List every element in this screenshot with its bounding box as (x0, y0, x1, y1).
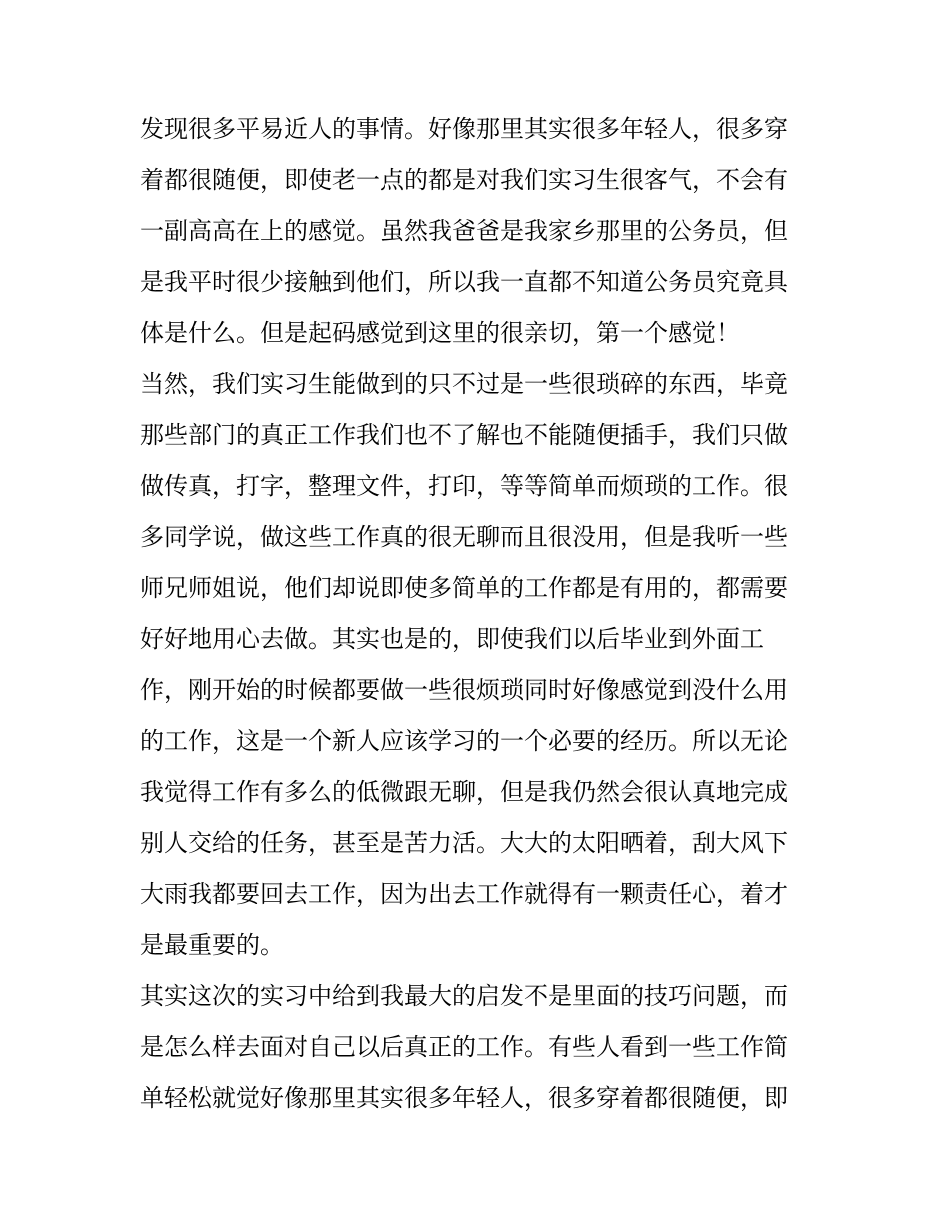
text-line: 当然，我们实习生能做到的只不过是一些很琐碎的东西，毕竟 (140, 370, 788, 398)
text-line: 是最重要的。 (140, 931, 284, 959)
text-line: 的工作，这是一个新人应该学习的一个必要的经历。所以无论 (140, 727, 788, 755)
text-line: 其实这次的实习中给到我最大的启发不是里面的技巧问题，而 (140, 982, 788, 1010)
text-line: 好好地用心去做。其实也是的，即使我们以后毕业到外面工 (140, 625, 764, 653)
text-line: 那些部门的真正工作我们也不了解也不能随便插手，我们只做 (140, 421, 788, 449)
body-text (140, 104, 820, 1124)
text-line: 作，刚开始的时候都要做一些很烦琐同时好像感觉到没什么用 (140, 676, 788, 704)
text-line: 我觉得工作有多么的低微跟无聊，但是我仍然会很认真地完成 (140, 778, 788, 806)
text-line: 一副高高在上的感觉。虽然我爸爸是我家乡那里的公务员，但 (140, 217, 788, 245)
text-line: 做传真，打字，整理文件，打印，等等简单而烦琐的工作。很 (140, 472, 788, 500)
text-line: 着都很随便，即使老一点的都是对我们实习生很客气，不会有 (140, 166, 788, 194)
text-line: 是我平时很少接触到他们，所以我一直都不知道公务员究竟具 (140, 268, 788, 296)
text-line: 体是什么。但是起码感觉到这里的很亲切，第一个感觉！ (140, 319, 740, 347)
text-line: 多同学说，做这些工作真的很无聊而且很没用，但是我听一些 (140, 523, 788, 551)
text-line: 单轻松就觉好像那里其实很多年轻人，很多穿着都很随便，即 (140, 1084, 788, 1112)
text-line: 发现很多平易近人的事情。好像那里其实很多年轻人，很多穿 (140, 115, 788, 143)
text-line: 师兄师姐说，他们却说即使多简单的工作都是有用的，都需要 (140, 574, 788, 602)
text-line: 别人交给的任务，甚至是苦力活。大大的太阳晒着，刮大风下 (140, 829, 788, 857)
text-line: 是怎么样去面对自己以后真正的工作。有些人看到一些工作简 (140, 1033, 788, 1061)
text-line: 大雨我都要回去工作，因为出去工作就得有一颗责任心，着才 (140, 880, 788, 908)
